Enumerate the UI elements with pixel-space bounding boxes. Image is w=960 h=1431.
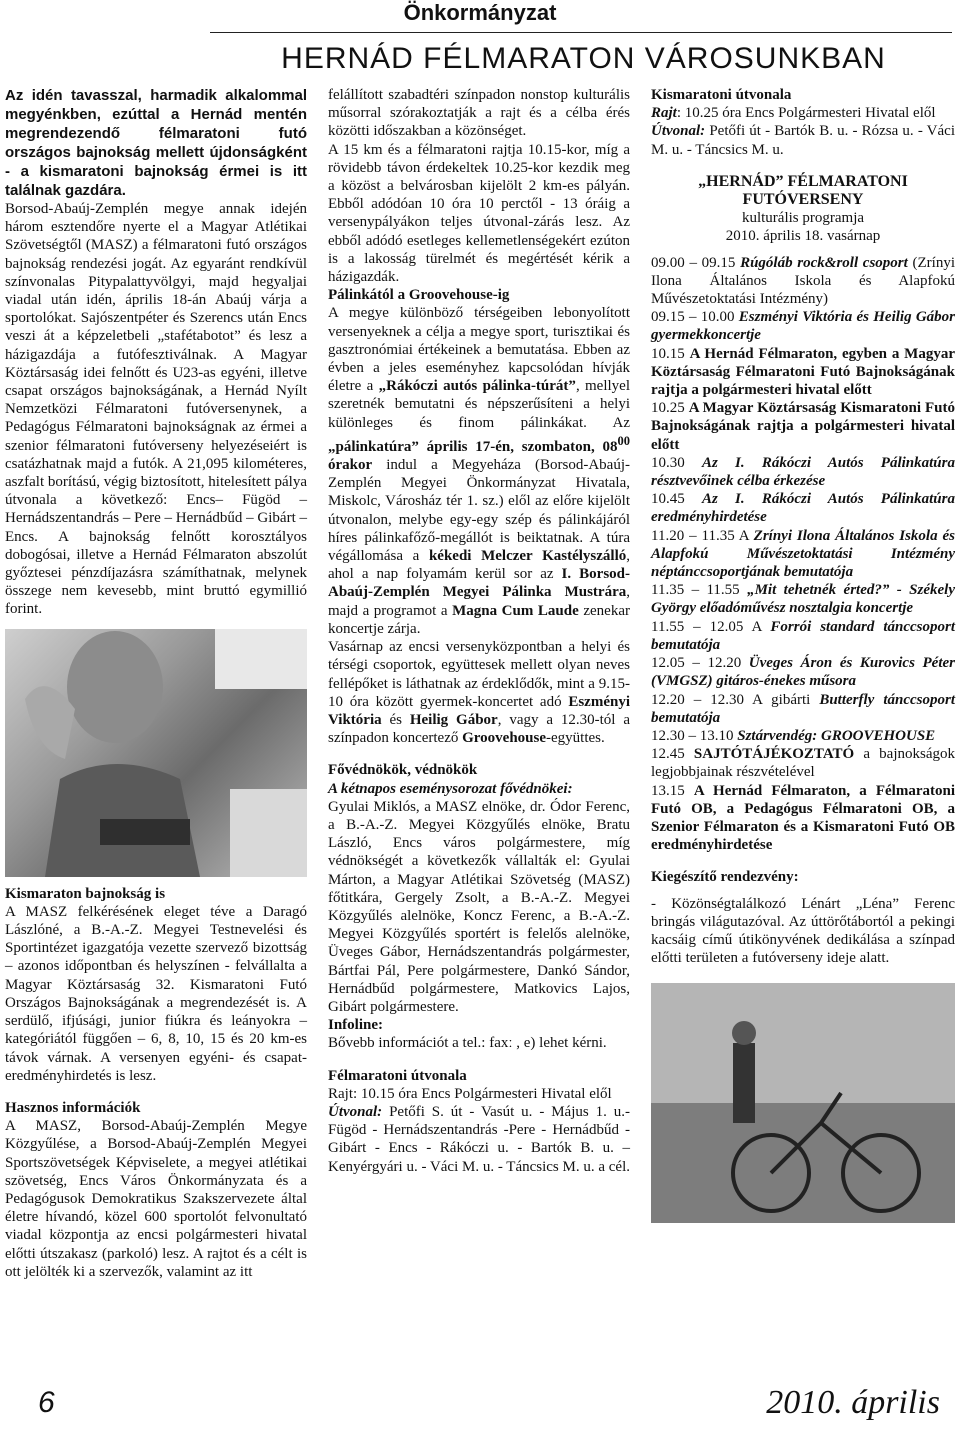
felmaraton-route-title: Félmaratoni útvonala — [328, 1067, 467, 1084]
program-item: 09.00 – 09.15 Rúgóláb rock&roll csoport (Zrínyi Ilona Általános Iskola és Alapfokú Művészetoktatási Intézmény) — [651, 254, 955, 308]
kismaraton-route: Útvonal: Petőfi út - Bartók B. u. - Rózsa u. - Váci M. u. - Táncsics M. u. — [651, 123, 955, 158]
runner-photo-graphic — [5, 629, 307, 877]
hasznos-title: Hasznos információk — [5, 1099, 141, 1116]
kismaraton-rajt: Rajt: 10.25 óra Encs Polgármesteri Hivatal elől — [651, 105, 936, 122]
intro-body: Borsod-Abaúj-Zemplén megye annak idején három esztendőre nyerte el a Magyar Atlétikai Szövetségtől (MASZ) a félmaratoni futó országos bajnokság rendezési jogát. Az egyaránt rendkívül színvonalas Pitypalattyvölgyi, majd hegyaljai viadal után idén, április 18-án Abaúj várja a sportolókat. Sajószentpéter és Szerencs után Encs veszi át a képzeletbeli „stafétabotot” és lesz a házigazdája a futófesztiválnak. A Magyar Köztársaság idei felnőtt és U23-as egyéni, illetve csapat országos bajnokságának, a Hernád Nyílt Nemzetközi Félmaratoni futóversenynek, a Pedagógus Félmaratoni bajnokságnak az érmei a szenior félmaratoni futóverseny helyezéseiért is csatázhatnak majd a futók. A 21,095 kilométeres, aszfalt borítású, végig biztosított, hitelesített pálya útvonala a következő: Encs– Fügöd – Hernádszentandrás – Pere – Hernádbűd – Gibárt – Encs. A bajnokság felnőtt korosztályos dobogósai, illetve a Hernád Félmaraton abszolút győztesei pénzdíjazásra számíthatnak, melynek összege nem kevesebb, mint bruttó egymillió forint. — [5, 201, 308, 618]
palinka-title: Pálinkától a Groovehouse-ig — [328, 287, 510, 304]
program-title: „HERNÁD” FÉLMARATONI FUTÓVERSENY — [698, 172, 908, 209]
program-item: 10.25 A Magyar Köztársaság Kismaratoni Futó Bajnokságának rajtja a polgármesteri hivatal előtt — [651, 400, 955, 453]
infoline-body: Bővebb információt a tel.: faxː , e) lehet kérni. — [328, 1035, 607, 1052]
program-item: 12.20 – 12.30 A gibárti Butterfly tánccsoport bemutatója — [651, 691, 955, 726]
program-item: 10.15 A Hernád Félmaraton, egyben a Magyar Köztársaság Félmaratoni Futó Bajnokságának rajtja a polgármesteri hivatal előtt — [651, 345, 956, 399]
cyclist-photo — [651, 983, 953, 1223]
fovednok-subtitle: A kétnapos eseménysorozat fővédnökei: — [328, 780, 573, 797]
felmaraton-route: Útvonal: Petőfi S. út - Vasút u. - Május 1. u.- Fügöd - Hernádszentandrás -Pere - Hernádbűd - Gibárt - Encs - Rákóczi u. - Bartók B. u. – Kenyérgyári u. - Váci M. u. - Táncsics M. u. a cél. — [328, 1103, 630, 1175]
program-item: 09.15 – 10.00 Eszményi Viktória és Heilig Gábor gyermekkoncertje — [651, 309, 955, 344]
hasznos-body: A MASZ, Borsod-Abaúj-Zemplén Megye Közgyűlése, a Borsod-Abaúj-Zemplén Megyei Sportszövetségek Képviselete, a megyei atlétikai szövetség, Encs Város Önkormányzata és a Pedagógusok Demokratikus Szakszervezete által életre hívandó, közel 600 sportolót felvonultató viadal központja az encsi polgármesteri hivatal előtti útszakasz (parkoló) lesz. A rajtot és a célt is ott jelölték ki a szervezők, valamint az itt — [5, 1118, 307, 1280]
runner-photo — [5, 629, 307, 877]
program-date: 2010. április 18. vasárnap — [725, 228, 881, 245]
issue-date: 2010. április — [766, 1384, 940, 1421]
fovednok-title: Fővédnökök, védnökök — [328, 762, 478, 779]
start-paragraph: A 15 km és a félmaratoni rajtja 10.15-kor, míg a rövidebb távon érdekeltek 10.25-kor kezdik meg a közöst a belvárosban kijelölt 2 km-es pályán. Ebből adódóan 10 óra 10 perctől - 13 óráig a versenypályákon teljes útvonal-zárás lesz. Az ebből adódó esetleges kellemetlenségekért ezúton is a lakosság türelmét és megértését kérik a házigazdák. — [328, 141, 630, 286]
palinka-paragraph: A megye különböző térségeiben lebonyolított versenyeknek a célja a megye sport, turisztikai és gasztronómiai értékeinek a bemutatása. Ebben az évben a jeles eseményhez kapcsolódan hívják életre a „Rákóczi autós pálinka-túrát”, mellyel szeretnék bemutatni és népszerűsíteni a helyi különleges és finom pálinkákat. Az „pálinkatúra” április 17-én, szombaton, $08^{00}$ órakor indul a Megyeháza (Borsod-Abaúj-Zemplén Megyei Önkormányzat Hivatala, Miskolc, Városház tér 1. sz.) elől az előre kijelölt útvonalon, melybe egy-egy szép és pálinkájáról híres pálinkafőző-megállót is beiktatnak. A túra végállomása a kékedi Melczer Kastélyszálló, ahol a nap folyamám kerül sor az I. Borsod-Abaúj-Zemplén Megyei Pálinka Mustrára, majd a programot a Magna Cum Laude zenekar koncertje zárja. — [328, 305, 630, 637]
kieg-title: Kiegészítő rendezvény: — [651, 869, 799, 886]
page-header — [0, 0, 960, 80]
lead-paragraph: Az idén tavasszal, harmadik alkalommal megyénkben, ezúttal a Hernád mentén megrendezendő félmaratoni futó országos bajnokság mellett újdonságként - a kismaratoni bajnokság érmei is itt találnak gazdára. — [5, 87, 307, 199]
program-item: 11.20 – 11.35 A Zrínyi Ilona Általános Iskola és Alapfokú Művészetoktatási Intézmény néptánccsoportjának bemutatója — [651, 527, 955, 581]
program-item: 10.45 Az I. Rákóczi Autós Pálinkatúra eredményhirdetése — [651, 491, 955, 526]
page-number: 6 — [38, 1386, 55, 1419]
program-item: 11.35 – 11.55 „Mit tehetnék érted?” - Székely György előadóművész nosztalgia koncertje — [651, 582, 955, 617]
program-item: 10.30 Az I. Rákóczi Autós Pálinkatúra résztvevőinek célba érkezése — [651, 454, 955, 490]
column-2 — [328, 86, 630, 1176]
program-item: 12.45 SAJTÓTÁJÉKOZTATÓ a bajnokságok legjobbjainak részvételével — [651, 746, 955, 781]
section-label: Önkormányzat — [403, 0, 557, 25]
program-item: 12.05 – 12.20 Üveges Áron és Kurovics Péter (VMGSZ) gitáros-énekes műsora — [651, 655, 956, 690]
vasarnap-paragraph: Vasárnap az encsi versenyközpontban a helyi és térségi csoportok, együttesek mellett olyan neves fellépőket is láthatnak az érdeklődők, mint a 9.15-10 óra között gyermek-koncertet adó Eszményi Viktória és Heilig Gábor, vagy a 12.30-tól a színpadon koncertező Groovehouse-együttes. — [328, 639, 630, 747]
stage-paragraph: felállított szabadtéri színpadon nonstop kulturális műsorral szórakoztatják a rajt és a célba érés közötti időszakban a közönséget. — [328, 87, 630, 140]
infoline-title: Infoline: — [328, 1017, 384, 1034]
program-item: 11.55 – 12.05 A Forrói standard tánccsoport bemutatója — [651, 618, 955, 653]
fovednok-body: Gyulai Miklós, a MASZ elnöke, dr. Ódor Ferenc, a B.-A.-Z. Megyei Közgyűlés elnöke, Bratu László, Encs város polgármestere, míg védnökségét a következők vállalták el: Gyulai Márton, a Magyar Atlétikai Szövetség (MASZ) főtitkára, Gergely Zsolt, a B.-A.-Z. Megyei Közgyűlés alelnöke, Koncz Ferenc, a B.-A.-Z. Megyei Közgyűlés sportért is felelős alelnöke, Üveges Gábor, Hernádszentandrás polgármester, Bártfai Pál, Pere polgármestere, Dankó Sándor, Hernádbűd polgármestere, Matkovics Lajos, Gibárt polgármestere. — [328, 798, 630, 1015]
kismaraton-title: Kismaraton bajnokság is — [5, 885, 166, 902]
column-1 — [5, 86, 307, 1281]
kieg-body: - Közönségtalálkozó Lénárt „Léna” Ferenc bringás világutazóval. Az úttörőtábortól a pekingi kacsáig című útikönyvének dedikálása a színpad előtti területen a futóverseny ideje alatt. — [651, 895, 955, 967]
header-rule — [210, 32, 952, 33]
kismaraton-body: A MASZ felkérésének eleget téve a Daragó Lászlóné, a B.-A.-Z. Megyei Testnevelési és Sportintézet igazgatója vezette szervező bizottság – azonos időpontban és helyszínen - felvállalta a Magyar Köztársaság 32. Kismaratoni Futó Országos Bajnokságának a megrendezését is. A serdülő, ifjúsági, junior fiúkra és leányokra – kategóriától függően – 6, 8, 10, 15 és 20 km-es távok várnak. A versenyen egyéni- és csapat-eredményhirdetés is lesz. — [5, 903, 307, 1084]
cyclist-photo-graphic — [651, 983, 955, 1223]
felmaraton-rajt: Rajt: 10.15 óra Encs Polgármesteri Hivatal elől — [328, 1085, 612, 1102]
kismaraton-route-title: Kismaratoni útvonala — [651, 87, 792, 103]
program-item: 13.15 A Hernád Félmaraton, a Félmaratoni Futó OB, a Pedagógus Félmaratoni OB, a Szenior Félmaraton és a Kismaratoni Futó OB eredményhirdetése — [651, 782, 955, 854]
column-3 — [651, 86, 955, 1223]
headline: HERNÁD FÉLMARATON VÁROSUNKBAN — [281, 42, 886, 75]
program-item: 12.30 – 13.10 Sztárvendég: GROOVEHOUSE — [651, 727, 936, 744]
program-list — [651, 254, 955, 855]
program-subtitle: kulturális programja — [741, 210, 865, 227]
